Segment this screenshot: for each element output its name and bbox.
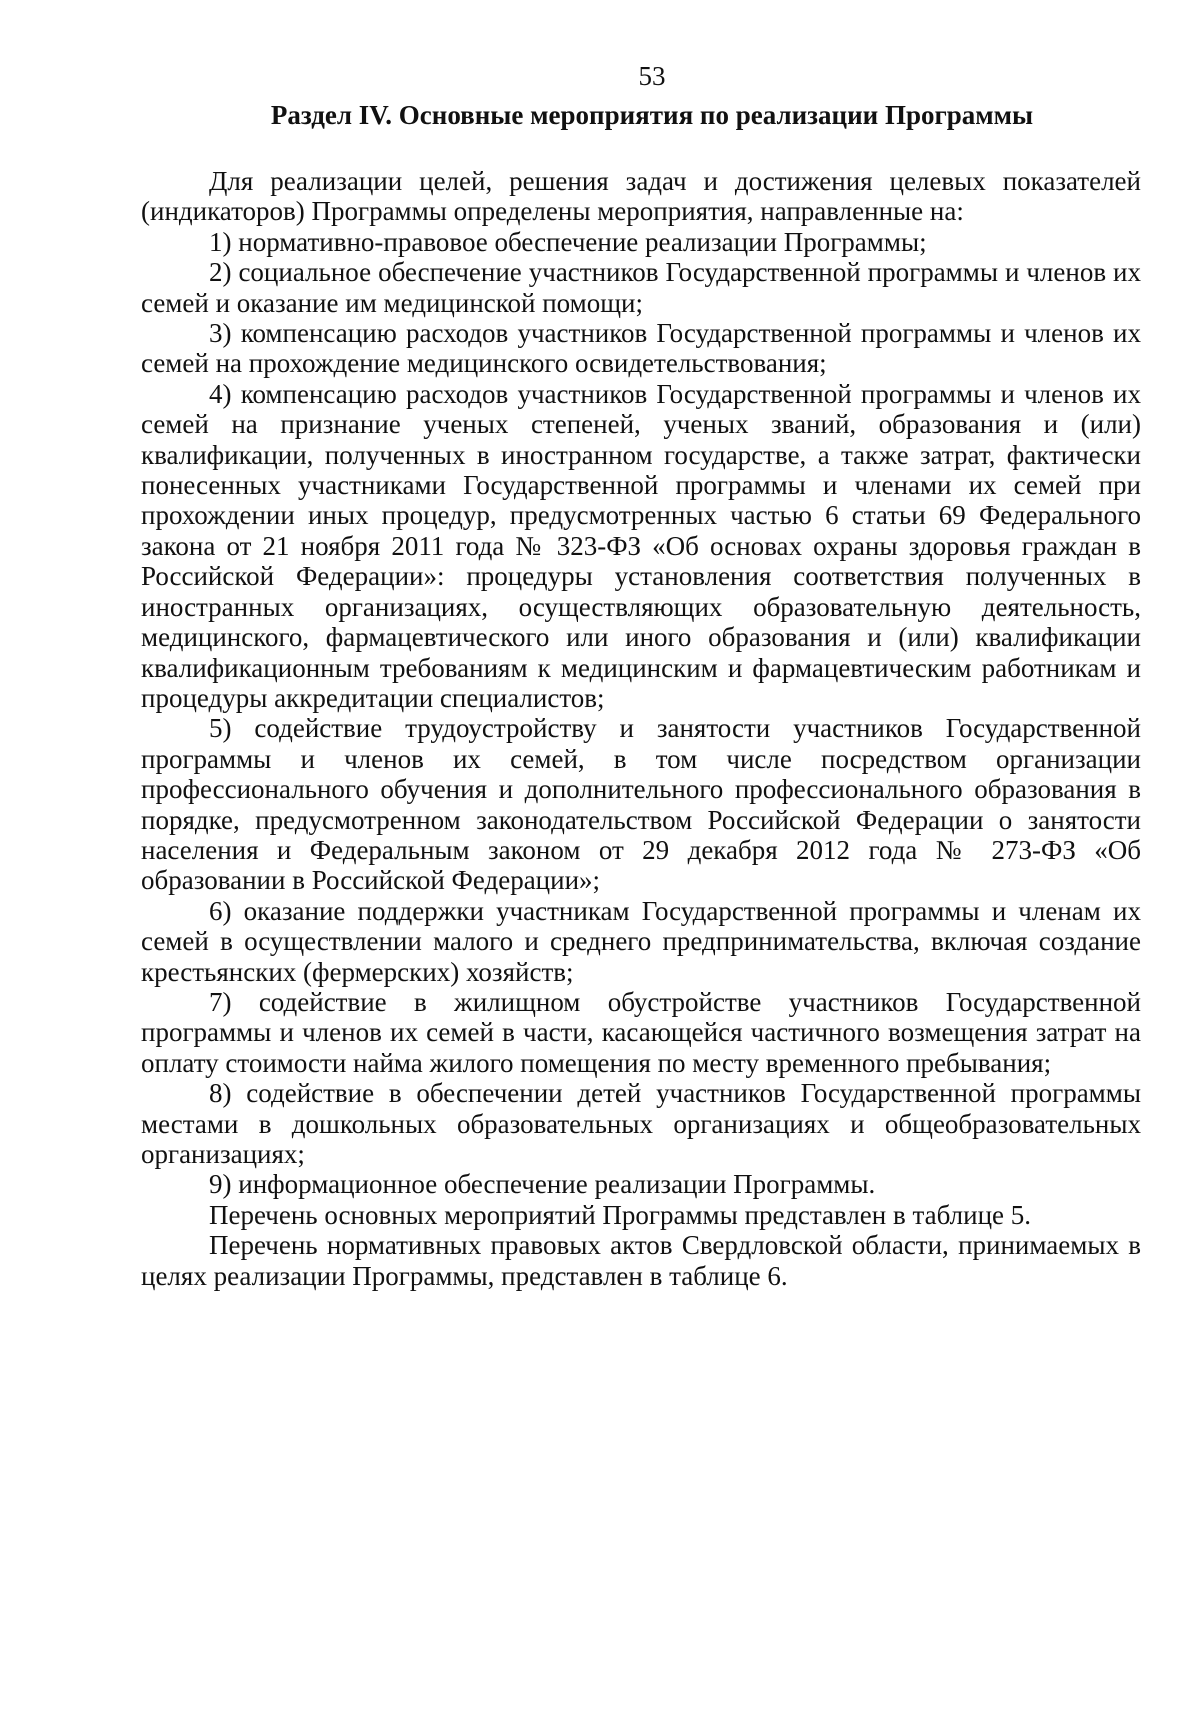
- list-item-7: 7) содействие в жилищном обустройстве участников Государственной программы и членов их семей в части, касающейся частичного возмещения затрат на оплату стоимости найма жилого помещения по месту временного пребывания;: [141, 986, 1141, 1078]
- document-page: [141, 60, 1141, 1291]
- document-body: [141, 166, 1141, 1291]
- page-number: 53: [638, 61, 666, 91]
- list-item-1: 1) нормативно-правовое обеспечение реализации Программы;: [209, 226, 927, 257]
- list-item-4: 4) компенсацию расходов участников Государственной программы и членов их семей на признание ученых степеней, ученых званий, образования и (или) квалификации, полученных в иностранном государстве, а также затрат, фактически понесенных участниками Государственной программы и членами их семей при прохождении иных процедур, предусмотренных частью 6 статьи 69 Федерального закона от 21 ноября 2011 года № 323-ФЗ «Об основах охраны здоровья граждан в Российской Федерации»: процедуры установления соответствия полученных в иностранных организациях, осуществляющих образовательную деятельность, медицинского, фармацевтического или иного образования и (или) квалификации квалификационным требованиям к медицинским и фармацевтическим работникам и процедуры аккредитации специалистов;: [141, 378, 1141, 713]
- intro-paragraph: Для реализации целей, решения задач и достижения целевых показателей (индикаторов) Программы определены мероприятия, направленные на:: [141, 166, 1141, 227]
- list-item-3: 3) компенсацию расходов участников Государственной программы и членов их семей на прохождение медицинского освидетельствования;: [141, 318, 1141, 379]
- section-title: Раздел IV. Основные мероприятия по реализации Программы: [270, 100, 1034, 130]
- table-5-reference: Перечень основных мероприятий Программы представлен в таблице 5.: [209, 1199, 1032, 1230]
- list-item-2: 2) социальное обеспечение участников Государственной программы и членов их семей и оказание им медицинской помощи;: [141, 257, 1141, 318]
- list-item-6: 6) оказание поддержки участникам Государственной программы и членам их семей в осуществлении малого и среднего предпринимательства, включая создание крестьянских (фермерских) хозяйств;: [141, 895, 1141, 987]
- table-6-reference: Перечень нормативных правовых актов Свердловской области, принимаемых в целях реализации Программы, представлен в таблице 6.: [141, 1230, 1141, 1291]
- list-item-8: 8) содействие в обеспечении детей участников Государственной программы местами в дошкольных образовательных организациях и общеобразовательных организациях;: [141, 1078, 1141, 1169]
- list-item-9: 9) информационное обеспечение реализации Программы.: [209, 1169, 876, 1200]
- list-item-5: 5) содействие трудоустройству и занятости участников Государственной программы и членов их семей, в том числе посредством организации профессионального обучения и дополнительного профессионального образования в порядке, предусмотренном законодательством Российской Федерации о занятости населения и Федеральным законом от 29 декабря 2012 года № 273-ФЗ «Об образовании в Российской Федерации»;: [141, 713, 1141, 896]
